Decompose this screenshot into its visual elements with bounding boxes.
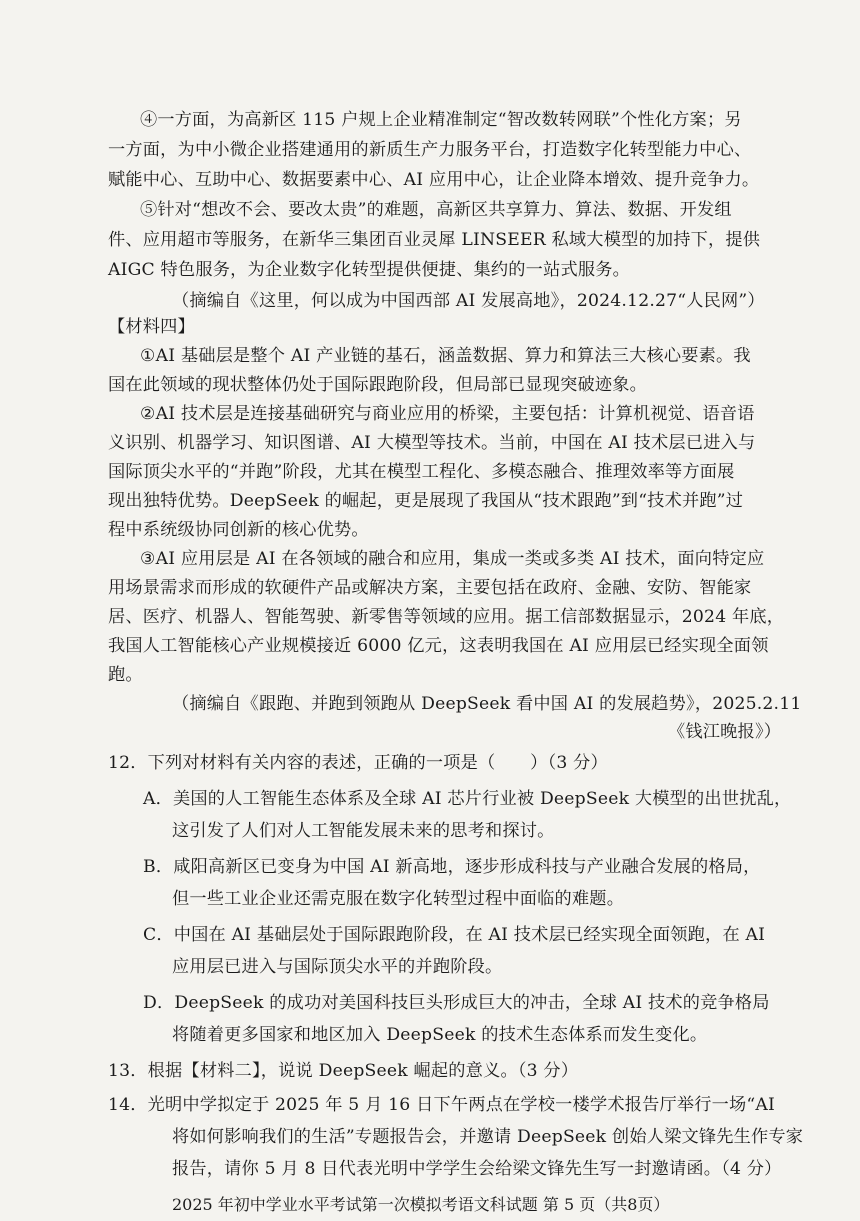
paragraph-line: 用场景需求而形成的软硬件产品或解决方案，主要包括在政府、金融、安防、智能家 (108, 578, 752, 598)
question-13: 13．根据【材料二】，说说 DeepSeek 崛起的意义。（3 分） (108, 1061, 579, 1081)
paragraph-line: 程中系统级协同创新的核心优势。 (108, 520, 369, 540)
paragraph-line: 国际顶尖水平的“并跑”阶段，尤其在模型工程化、多模态融合、推理效率等方面展 (108, 462, 735, 482)
paragraph-line: ⑤针对“想改不会、要改太贵”的难题，高新区共享算力、算法、数据、开发组 (140, 200, 732, 220)
page-footer: 2025 年初中学业水平考试第一次模拟考语文科试题 第 5 页（共8页） (172, 1195, 670, 1214)
option-c: C．中国在 AI 基础层处于国际跟跑阶段，在 AI 技术层已经实现全面领跑，在 AI (143, 925, 766, 945)
paragraph-line: 居、医疗、机器人、智能驾驶、新零售等领域的应用。据工信部数据显示，2024 年底， (108, 607, 785, 627)
option-a: A．美国的人工智能生态体系及全球 AI 芯片行业被 DeepSeek 大模型的出世扰乱， (143, 789, 792, 809)
question-14: 14．光明中学拟定于 2025 年 5 月 16 日下午两点在学校一楼学术报告厅举行一场“AI (108, 1095, 776, 1115)
option-c-cont: 应用层已进入与国际顶尖水平的并跑阶段。 (172, 957, 503, 977)
paragraph-line: 我国人工智能核心产业规模接近 6000 亿元，这表明我国在 AI 应用层已经实现全面领 (108, 636, 769, 656)
paragraph-line: 件、应用超市等服务，在新华三集团百业灵犀 LINSEER 私域大模型的加持下，提供 (108, 230, 761, 250)
question-14-cont: 将如何影响我们的生活”专题报告会，并邀请 DeepSeek 创始人梁文锋先生作专家 (172, 1127, 804, 1147)
paragraph-line: ①AI 基础层是整个 AI 产业链的基石，涵盖数据、算力和算法三大核心要素。我 (140, 346, 751, 366)
option-a-cont: 这引发了人们对人工智能发展未来的思考和探讨。 (172, 821, 555, 841)
paragraph-line: AIGC 特色服务，为企业数字化转型提供便捷、集约的一站式服务。 (108, 260, 631, 280)
material-header: 【材料四】 (108, 317, 195, 337)
option-b: B．咸阳高新区已变身为中国 AI 新高地，逐步形成科技与产业融合发展的格局， (143, 857, 761, 877)
option-d-cont: 将随着更多国家和地区加入 DeepSeek 的技术生态体系而发生变化。 (172, 1025, 708, 1045)
source-citation: （摘编自《这里，何以成为中国西部 AI 发展高地》，2024.12.27“人民网”） (172, 291, 765, 311)
paragraph-line: ③AI 应用层是 AI 在各领域的融合和应用，集成一类或多类 AI 技术，面向特定应 (140, 549, 765, 569)
option-b-cont: 但一些工业企业还需克服在数字化转型过程中面临的难题。 (172, 889, 625, 909)
question-14-cont: 报告，请你 5 月 8 日代表光明中学学生会给梁文锋先生写一封邀请函。（4 分） (172, 1159, 782, 1179)
source-citation: 《钱江晚报》） (668, 722, 782, 742)
source-citation: （摘编自《跟跑、并跑到领跑从 DeepSeek 看中国 AI 的发展趋势》，2025.2.11 (172, 694, 802, 714)
paragraph-line: 赋能中心、互助中心、数据要素中心、AI 应用中心，让企业降本增效、提升竞争力。 (108, 170, 760, 190)
paragraph-line: 一方面，为中小微企业搭建通用的新质生产力服务平台，打造数字化转型能力中心、 (108, 140, 752, 160)
paragraph-line: 国在此领域的现状整体仍处于国际跟跑阶段，但局部已显现突破迹象。 (108, 375, 648, 395)
option-d: D．DeepSeek 的成功对美国科技巨头形成巨大的冲击，全球 AI 技术的竞争格局 (143, 993, 770, 1013)
question-12-stem: 12．下列对材料有关内容的表述，正确的一项是（ ）（3 分） (108, 753, 608, 773)
paragraph-line: 现出独特优势。DeepSeek 的崛起，更是展现了我国从“技术跟跑”到“技术并跑”过 (108, 491, 744, 511)
paragraph-line: ②AI 技术层是连接基础研究与商业应用的桥梁，主要包括：计算机视觉、语音语 (140, 404, 755, 424)
paragraph-line: 义识别、机器学习、知识图谱、AI 大模型等技术。当前，中国在 AI 技术层已进入与 (108, 433, 756, 453)
paragraph-line: ④一方面，为高新区 115 户规上企业精准制定“智改数转网联”个性化方案；另 (140, 110, 742, 130)
paragraph-line: 跑。 (108, 665, 143, 685)
